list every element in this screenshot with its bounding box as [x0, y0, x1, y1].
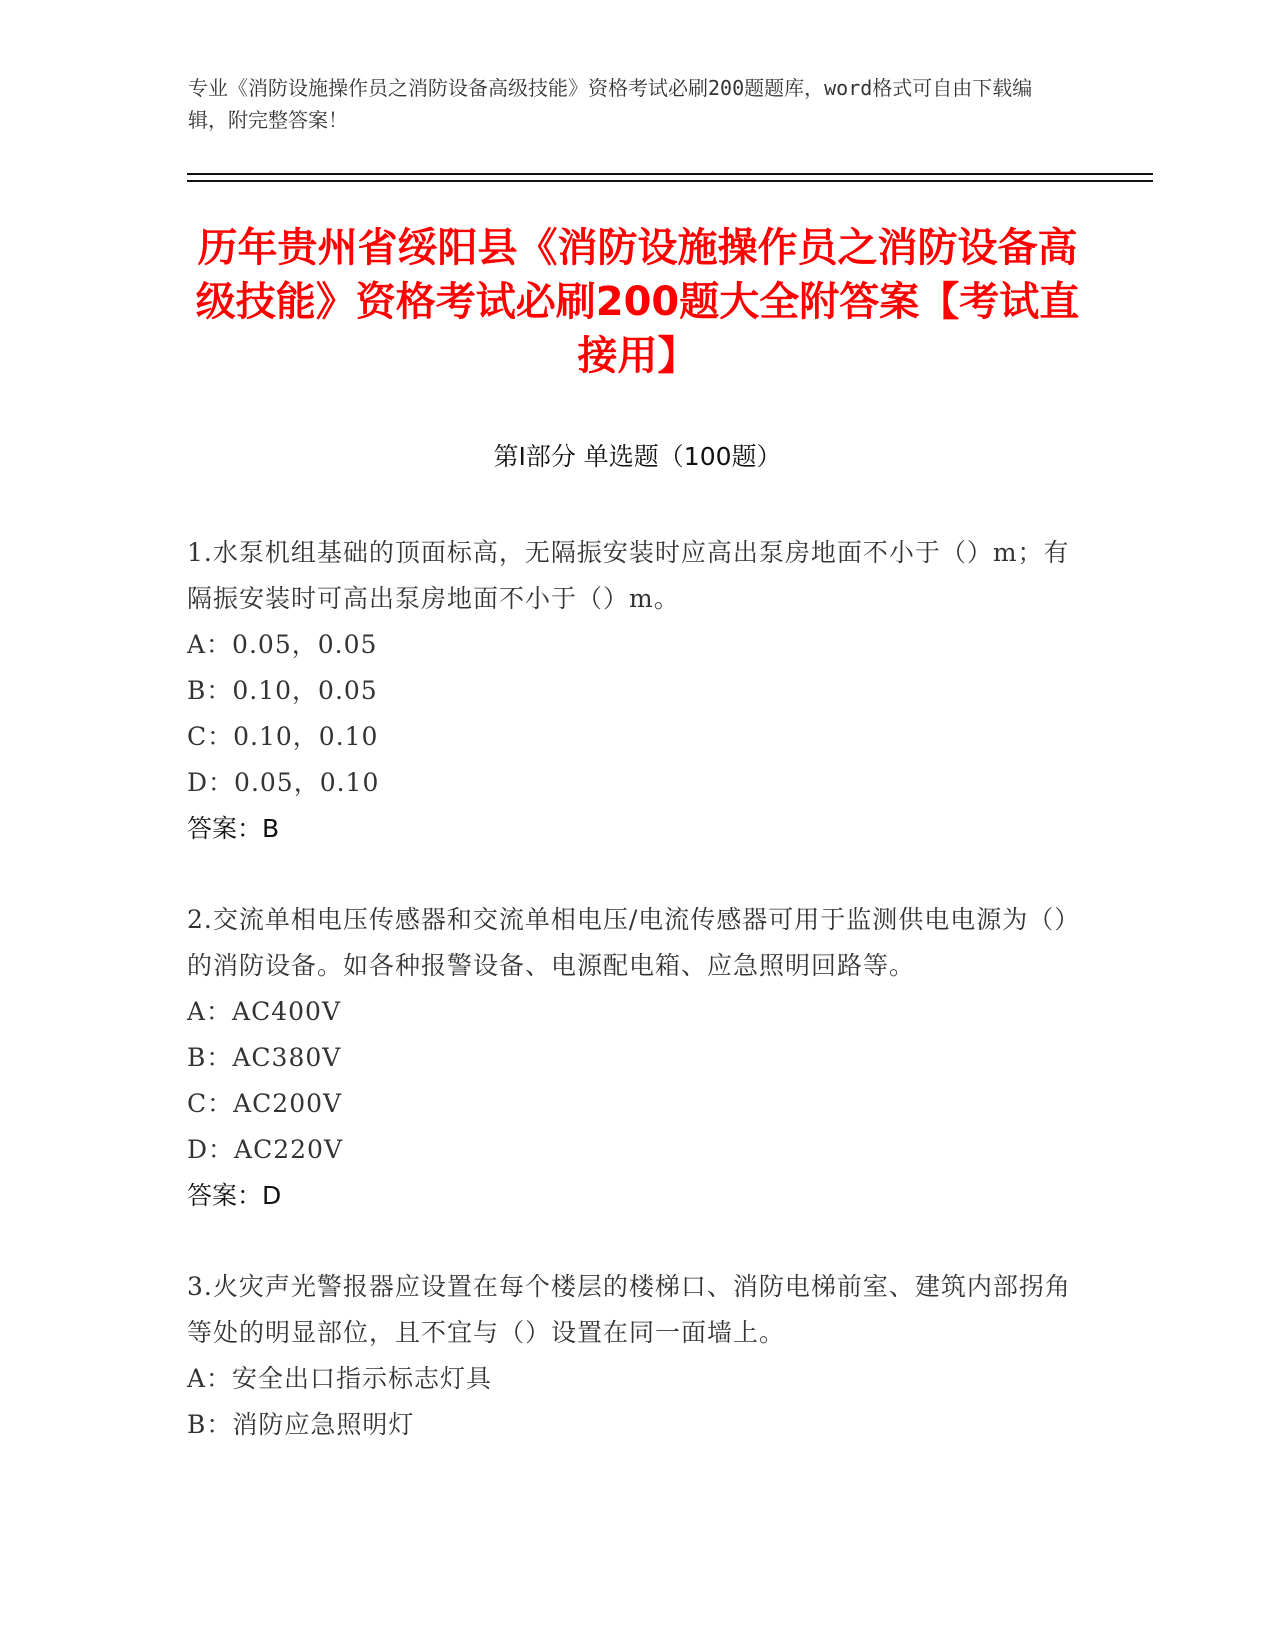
- option-b: B：消防应急照明灯: [187, 1410, 415, 1439]
- question-list: [187, 530, 1077, 1493]
- question-2: [187, 897, 1077, 1219]
- question-text: 1.水泵机组基础的顶面标高，无隔振安装时应高出泵房地面不小于（）m；有隔振安装时可高出泵房地面不小于（）m。: [187, 538, 1070, 613]
- option-d: D：AC220V: [187, 1135, 343, 1164]
- document-intro: 专业《消防设施操作员之消防设备高级技能》资格考试必刷200题题库，word格式可自由下载编辑，附完整答案！: [188, 76, 1033, 132]
- option-a: A：安全出口指示标志灯具: [187, 1364, 493, 1393]
- option-c: C：0.10，0.10: [187, 722, 379, 751]
- answer: 答案：B: [187, 814, 280, 843]
- option-a: A：0.05，0.05: [187, 630, 378, 659]
- option-d: D：0.05，0.10: [187, 768, 380, 797]
- question-text: 3.火灾声光警报器应设置在每个楼层的楼梯口、消防电梯前室、建筑内部拐角等处的明显部位，且不宜与（）设置在同一面墙上。: [187, 1272, 1071, 1347]
- answer: 答案：D: [187, 1181, 282, 1210]
- header-divider-top: [187, 173, 1153, 175]
- document-title: 历年贵州省绥阳县《消防设施操作员之消防设备高级技能》资格考试必刷200题大全附答案【考试直接用】: [195, 225, 1080, 379]
- question-text: 2.交流单相电压传感器和交流单相电压/电流传感器可用于监测供电电源为（）的消防设备。如各种报警设备、电源配电箱、应急照明回路等。: [187, 905, 1068, 980]
- section-title: 第Ⅰ部分 单选题（100题）: [493, 442, 782, 471]
- question-1: [187, 530, 1077, 852]
- option-b: B：AC380V: [187, 1043, 342, 1072]
- option-b: B：0.10，0.05: [187, 676, 378, 705]
- option-a: A：AC400V: [187, 997, 342, 1026]
- option-c: C：AC200V: [187, 1089, 343, 1118]
- header-divider-bottom: [187, 180, 1153, 182]
- question-3: [187, 1264, 1077, 1448]
